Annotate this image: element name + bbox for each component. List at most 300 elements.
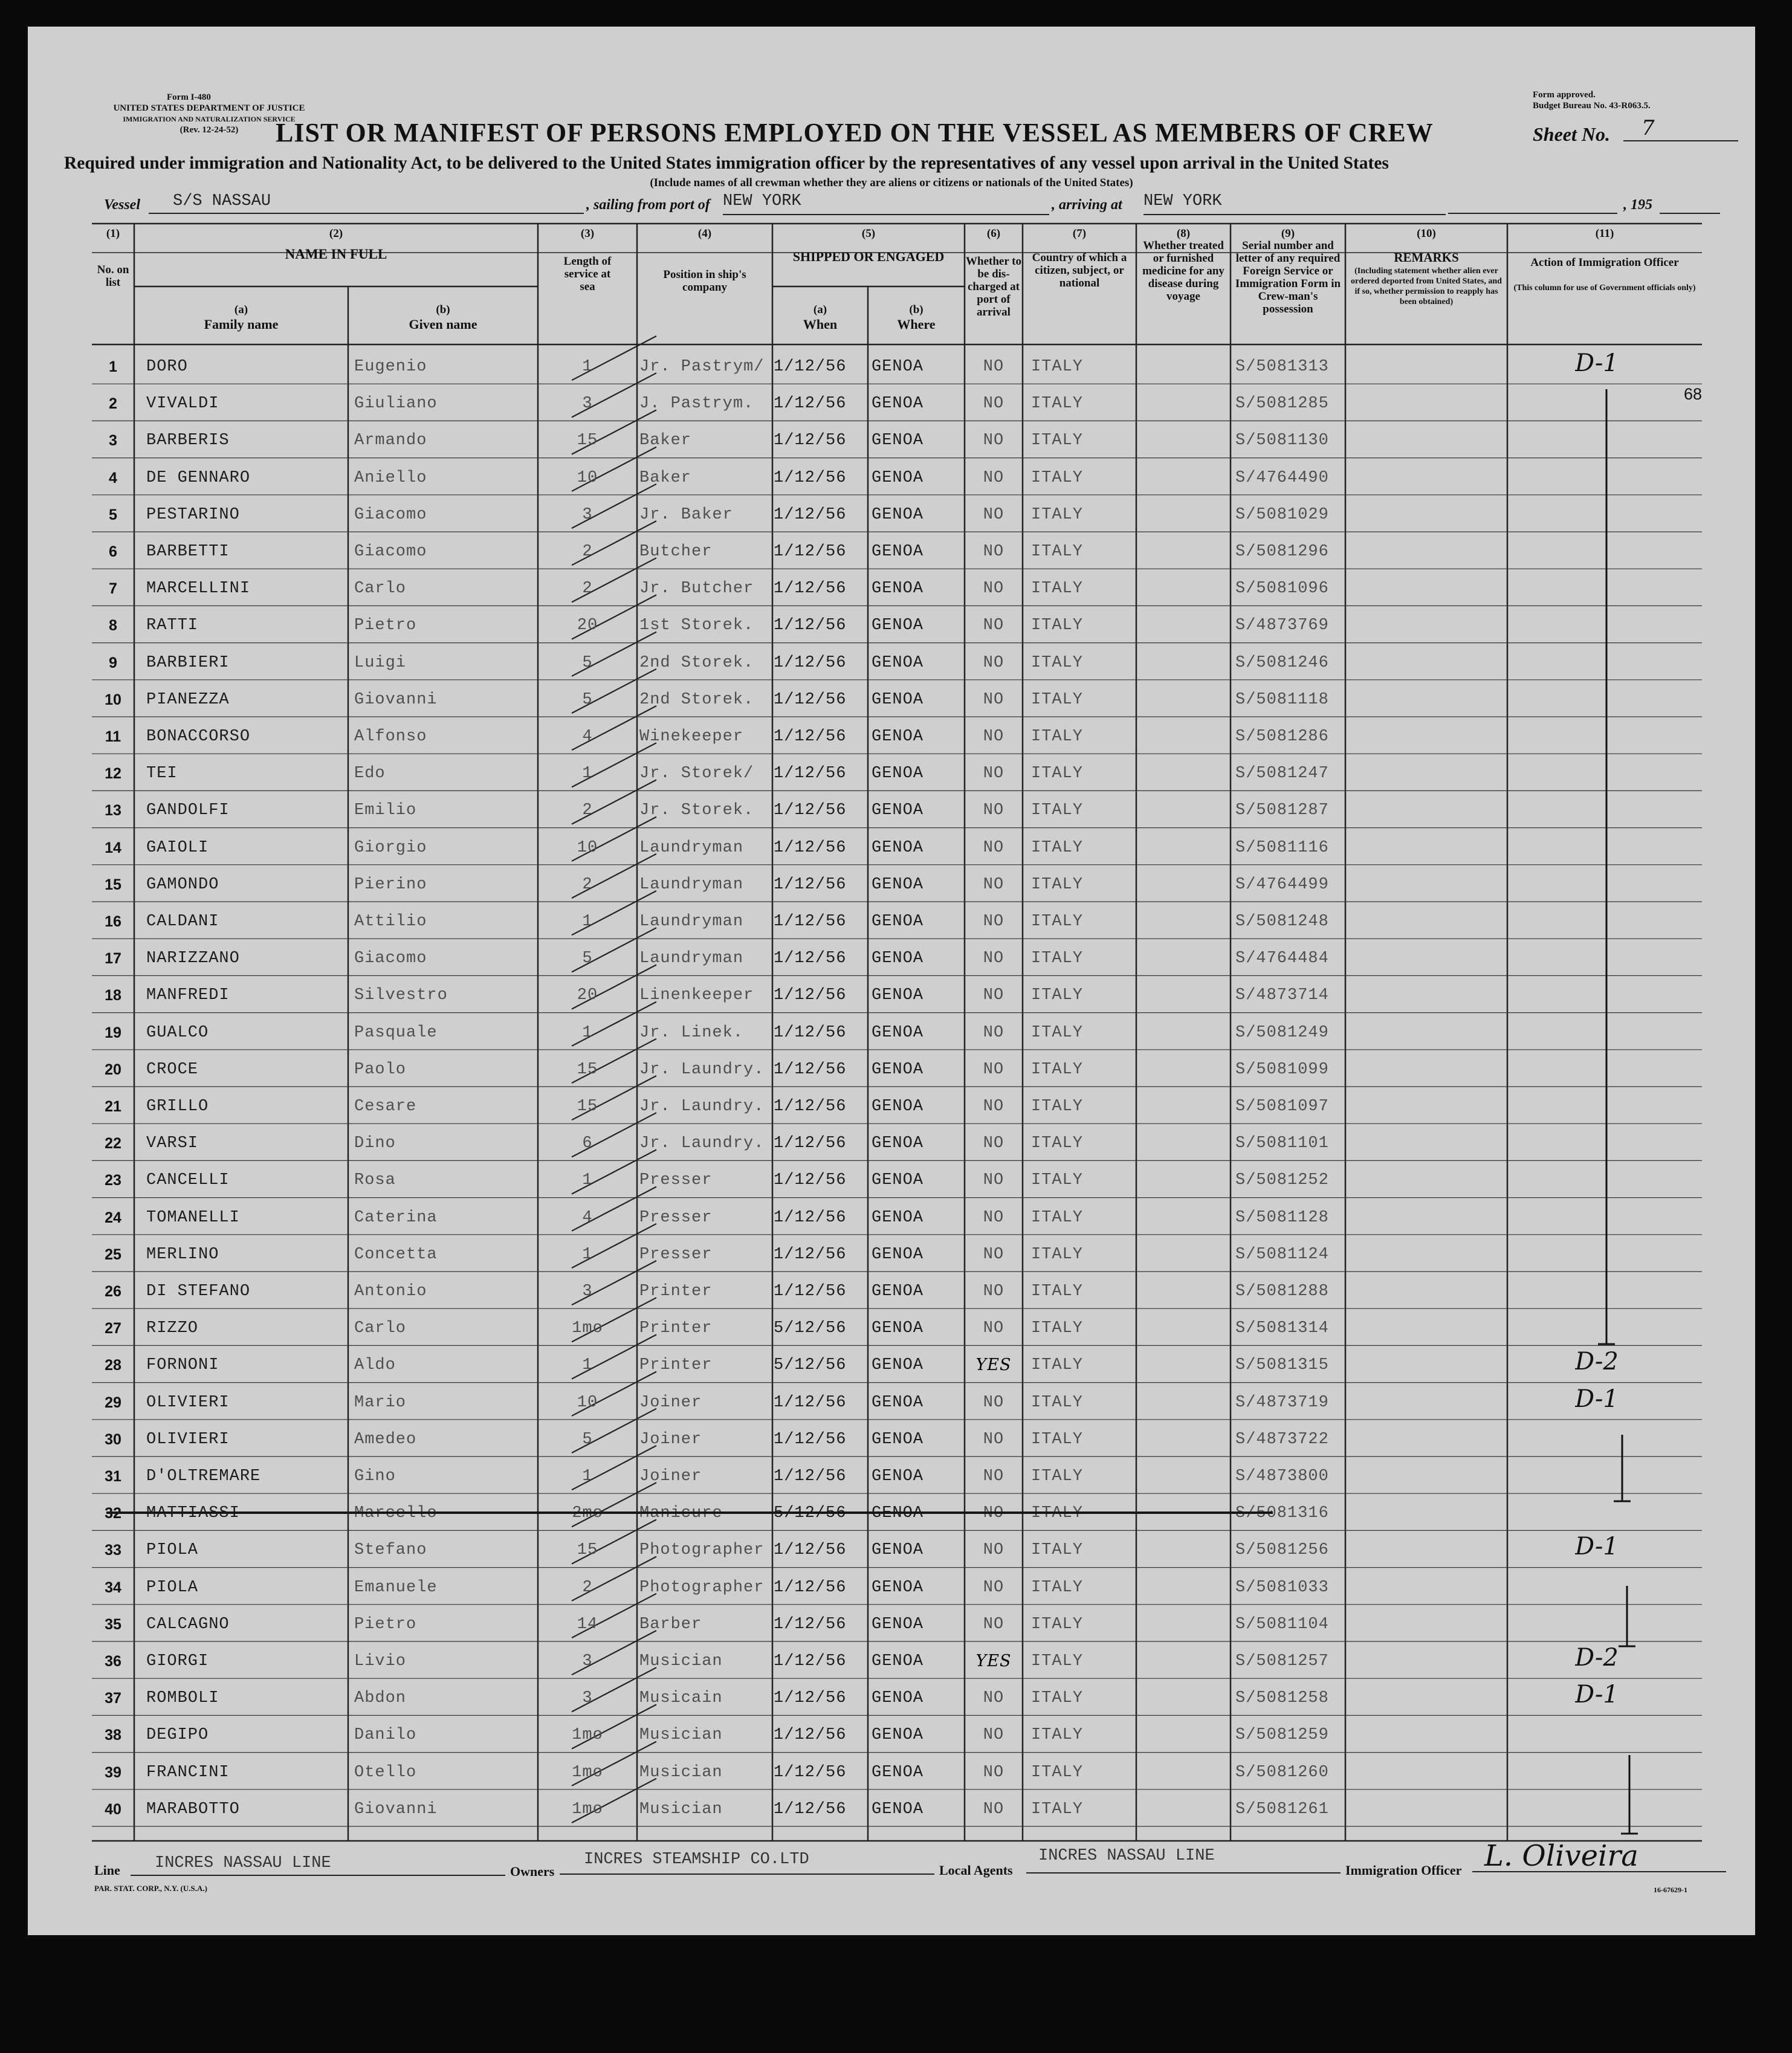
cell-family: CALCAGNO (146, 1615, 230, 1634)
cell-length: 1mo (572, 1763, 603, 1782)
line-value: INCRES NASSAU LINE (131, 1854, 505, 1876)
cell-family: GANDOLFI (146, 801, 230, 820)
cell-position: Musicain (639, 1689, 723, 1708)
cell-position: Joiner (639, 1430, 702, 1449)
cell-serial: S/4873769 (1235, 616, 1329, 635)
cell-given: Dino (354, 1134, 396, 1153)
cell-where: GENOA (872, 616, 924, 635)
cell-country: ITALY (1031, 358, 1084, 376)
cell-where: GENOA (872, 875, 924, 894)
sheet-label: Sheet No. (1533, 123, 1610, 145)
cell-action: D-1 (1575, 1385, 1619, 1413)
cell-discharge: NO (983, 1134, 1004, 1153)
cell-no: 19 (105, 1024, 121, 1041)
cell-length: 2 (582, 1578, 593, 1597)
cell-family: PIANEZZA (146, 690, 230, 709)
cell-family: MERLINO (146, 1245, 219, 1264)
cell-action (1575, 978, 1696, 1006)
cell-action (1575, 1311, 1696, 1339)
cell-discharge: NO (983, 580, 1004, 598)
cell-length: 3 (582, 505, 593, 524)
cell-action (1575, 1089, 1696, 1117)
cell-where: GENOA (872, 986, 924, 1005)
cell-where: GENOA (872, 913, 924, 931)
cell-where: GENOA (872, 1504, 924, 1523)
cell-serial: S/5081104 (1235, 1615, 1329, 1634)
cell-length: 15 (577, 1060, 598, 1079)
cell-country: ITALY (1031, 1652, 1084, 1670)
cell-country: ITALY (1031, 1800, 1084, 1819)
cell-position: Joiner (639, 1467, 702, 1486)
cell-position: Winekeeper (639, 728, 744, 746)
cell-where: GENOA (872, 1245, 924, 1264)
cell-discharge: NO (983, 395, 1004, 413)
sheet-number: 7 (1623, 116, 1738, 141)
form-code: 16-67629-1 (1654, 1886, 1687, 1894)
table-row (28, 1013, 1755, 1050)
cell-discharge: NO (983, 1541, 1004, 1560)
cell-length: 2mo (572, 1504, 603, 1523)
cell-serial: S/5081260 (1235, 1763, 1329, 1782)
cell-given: Pietro (354, 1615, 417, 1634)
cell-country: ITALY (1031, 1726, 1084, 1745)
cell-no: 22 (105, 1135, 121, 1153)
cell-length: 2 (582, 801, 593, 820)
arriving-label: , arriving at (1052, 197, 1122, 213)
cell-no: 30 (105, 1431, 121, 1448)
cell-given: Gino (354, 1467, 396, 1486)
table-row (28, 495, 1755, 532)
col10-note: (Including statement whether alien ever ordered deported from United States, and if so, whether permission to reapply has been obtained) (1351, 267, 1502, 306)
budget-bureau: Budget Bureau No. 43-R063.5. (1533, 101, 1651, 111)
cell-family: BARBETTI (146, 543, 230, 561)
arriving-port: NEW YORK (1143, 192, 1446, 215)
cell-action (1575, 1792, 1696, 1820)
cell-given: Pierino (354, 875, 427, 894)
cell-country: ITALY (1031, 1134, 1084, 1153)
cell-serial: S/5081259 (1235, 1726, 1329, 1745)
cell-action (1575, 534, 1696, 562)
col11-num: (11) (1595, 227, 1614, 240)
cell-where: GENOA (872, 543, 924, 561)
cell-country: ITALY (1031, 505, 1084, 524)
cell-given: Stefano (354, 1541, 427, 1560)
cell-when: 1/12/56 (774, 1430, 847, 1449)
cell-when: 1/12/56 (774, 1763, 847, 1782)
cell-where: GENOA (872, 1541, 924, 1560)
cell-position: Butcher (639, 543, 713, 561)
cell-family: RIZZO (146, 1319, 199, 1338)
cell-action: D-1 (1575, 1533, 1619, 1561)
cell-no: 40 (105, 1800, 121, 1818)
cell-action (1575, 756, 1696, 784)
table-row (28, 1678, 1755, 1715)
col2b-header: Given name (409, 317, 477, 332)
cell-length: 1mo (572, 1726, 603, 1745)
cell-serial: S/5081313 (1235, 358, 1329, 376)
cell-where: GENOA (872, 1282, 924, 1301)
cell-no: 36 (105, 1653, 121, 1670)
cell-country: ITALY (1031, 1763, 1084, 1782)
cell-serial: S/5081099 (1235, 1060, 1329, 1079)
col6-num: (6) (986, 227, 1001, 240)
cell-serial: S/5081288 (1235, 1282, 1329, 1301)
cell-position: Jr. Pastrym/ (639, 358, 765, 376)
cell-action (1575, 904, 1696, 932)
cell-given: Rosa (354, 1171, 396, 1190)
cell-length: 1 (582, 1245, 593, 1264)
cell-family: MARCELLINI (146, 580, 251, 598)
cell-length: 5 (582, 1430, 593, 1449)
cell-when: 1/12/56 (774, 543, 847, 561)
table-row (28, 1345, 1755, 1382)
cell-where: GENOA (872, 468, 924, 487)
cell-discharge: NO (983, 1393, 1004, 1412)
cell-length: 5 (582, 690, 593, 709)
cell-given: Silvestro (354, 986, 448, 1005)
cell-no: 11 (105, 728, 121, 745)
table-row (28, 754, 1755, 790)
cell-given: Antonio (354, 1282, 427, 1301)
cell-length: 1 (582, 765, 593, 783)
cell-country: ITALY (1031, 543, 1084, 561)
cell-position: Baker (639, 468, 692, 487)
cell-action (1575, 497, 1696, 525)
cell-action (1575, 1718, 1696, 1745)
cell-action (1575, 461, 1696, 488)
cell-action (1575, 1459, 1696, 1487)
cell-when: 1/12/56 (774, 838, 847, 857)
cell-action (1575, 1422, 1696, 1450)
owners-label: Owners (510, 1864, 555, 1879)
cell-serial: S/5081285 (1235, 395, 1329, 413)
cell-length: 1 (582, 1467, 593, 1486)
cell-action (1575, 1237, 1696, 1265)
cell-given: Armando (354, 432, 427, 450)
cell-action (1575, 1126, 1696, 1154)
cell-discharge: NO (983, 913, 1004, 931)
agents-value: INCRES NASSAU LINE (1026, 1847, 1341, 1874)
cell-family: RATTI (146, 616, 199, 635)
col5-num: (5) (861, 227, 876, 240)
col8-num: (8) (1176, 227, 1191, 240)
cell-country: ITALY (1031, 801, 1084, 820)
cell-given: Livio (354, 1652, 407, 1670)
cell-when: 1/12/56 (774, 875, 847, 894)
cell-action (1575, 423, 1696, 451)
cell-given: Giovanni (354, 690, 438, 709)
cell-discharge: NO (983, 1689, 1004, 1708)
table-row (28, 1308, 1755, 1345)
cell-action (1575, 571, 1696, 599)
cell-length: 3 (582, 1689, 593, 1708)
cell-given: Emanuele (354, 1578, 438, 1597)
cell-discharge: NO (983, 728, 1004, 746)
cell-position: Laundryman (639, 838, 744, 857)
cell-given: Giacomo (354, 505, 427, 524)
cell-serial: S/4873800 (1235, 1467, 1329, 1486)
cell-position: Printer (639, 1319, 713, 1338)
cell-given: Alfonso (354, 728, 427, 746)
cell-position: Baker (639, 432, 692, 450)
cell-country: ITALY (1031, 468, 1084, 487)
cell-no: 17 (105, 950, 121, 968)
cell-action (1575, 1607, 1696, 1635)
cell-where: GENOA (872, 1763, 924, 1782)
cell-position: Presser (639, 1208, 713, 1227)
table-row (28, 1198, 1755, 1235)
col5b-header: Where (897, 317, 936, 332)
cell-when: 1/12/56 (774, 1282, 847, 1301)
table-row (28, 1420, 1755, 1456)
cell-country: ITALY (1031, 1282, 1084, 1301)
printer-imprint: PAR. STAT. CORP., N.Y. (U.S.A.) (94, 1884, 207, 1893)
cell-no: 39 (105, 1764, 121, 1781)
cell-where: GENOA (872, 801, 924, 820)
cell-action: 68 (1684, 385, 1703, 404)
col9-header: Serial number and letter of any required Foreign Service or Immigration Form in Crew-man's possession (1235, 239, 1341, 315)
cell-no: 29 (105, 1394, 121, 1411)
cell-discharge: NO (983, 1615, 1004, 1634)
cell-position: 2nd Storek. (639, 690, 754, 709)
cell-where: GENOA (872, 1726, 924, 1745)
cell-serial: S/5081029 (1235, 505, 1329, 524)
col5b-num: (b) (909, 303, 923, 316)
cell-family: ROMBOLI (146, 1689, 219, 1708)
cell-discharge: NO (983, 986, 1004, 1005)
cell-family: TEI (146, 765, 178, 783)
table-row (28, 902, 1755, 939)
cell-no: 34 (105, 1579, 121, 1596)
cell-length: 15 (577, 1098, 598, 1116)
cell-discharge: NO (983, 358, 1004, 376)
owners-value: INCRES STEAMSHIP CO.LTD (560, 1851, 934, 1875)
cell-when: 1/12/56 (774, 1726, 847, 1745)
cell-family: DI STEFANO (146, 1282, 251, 1301)
col4-num: (4) (697, 227, 712, 240)
cell-given: Otello (354, 1763, 417, 1782)
table-row (28, 939, 1755, 975)
col11-header: Action of Immigration Officer (1530, 256, 1679, 269)
cell-position: Jr. Linek. (639, 1023, 744, 1042)
cell-position: Printer (639, 1356, 713, 1375)
cell-discharge: NO (983, 1578, 1004, 1597)
cell-serial: S/5081124 (1235, 1245, 1329, 1264)
cell-serial: S/4764490 (1235, 468, 1329, 487)
cell-where: GENOA (872, 1393, 924, 1412)
table-row (28, 975, 1755, 1012)
cell-when: 1/12/56 (774, 949, 847, 968)
cell-when: 1/12/56 (774, 801, 847, 820)
cell-position: 1st Storek. (639, 616, 754, 635)
cell-country: ITALY (1031, 1615, 1084, 1634)
cell-where: GENOA (872, 1652, 924, 1670)
form-approved: Form approved. (1533, 90, 1596, 100)
cell-length: 20 (577, 616, 598, 635)
cell-when: 1/12/56 (774, 1393, 847, 1412)
vessel-name: S/S NASSAU (149, 192, 584, 214)
cell-country: ITALY (1031, 949, 1084, 968)
cell-discharge: NO (983, 1098, 1004, 1116)
cell-family: GAMONDO (146, 875, 219, 894)
cell-serial: S/5081096 (1235, 580, 1329, 598)
cell-where: GENOA (872, 1578, 924, 1597)
col11-note: (This column for use of Government officials only) (1513, 283, 1696, 293)
cell-family: MATTIASSI (146, 1504, 240, 1523)
table-row (28, 1530, 1755, 1567)
cell-country: ITALY (1031, 1098, 1084, 1116)
cell-when: 1/12/56 (774, 728, 847, 746)
col2-num: (2) (329, 227, 343, 240)
cell-when: 1/12/56 (774, 616, 847, 635)
cell-family: DEGIPO (146, 1726, 209, 1745)
cell-length: 2 (582, 543, 593, 561)
table-row (28, 1123, 1755, 1160)
cell-no: 16 (105, 913, 121, 930)
cell-given: Marcello (354, 1504, 438, 1523)
cell-action: D-1 (1575, 349, 1619, 377)
cell-family: DE GENNARO (146, 468, 251, 487)
table-row (28, 1087, 1755, 1123)
cell-given: Aldo (354, 1356, 396, 1375)
cell-country: ITALY (1031, 1541, 1084, 1560)
table-row (28, 347, 1755, 384)
cell-position: Jr. Butcher (639, 580, 754, 598)
form-service: IMMIGRATION AND NATURALIZATION SERVICE (123, 115, 296, 123)
cell-given: Pietro (354, 616, 417, 635)
cell-serial: S/4764499 (1235, 875, 1329, 894)
cell-length: 3 (582, 395, 593, 413)
cell-serial: S/4764484 (1235, 949, 1329, 968)
cell-serial: S/5081296 (1235, 543, 1329, 561)
manifest-sheet (28, 27, 1755, 1935)
cell-serial: S/4873722 (1235, 1430, 1329, 1449)
cell-no: 23 (105, 1172, 121, 1189)
cell-position: Linenkeeper (639, 986, 754, 1005)
table-row (28, 717, 1755, 754)
cell-length: 5 (582, 653, 593, 672)
cell-family: D'OLTREMARE (146, 1467, 261, 1486)
col10-header: REMARKS (1394, 250, 1459, 265)
cell-action (1575, 1163, 1696, 1191)
cell-length: 10 (577, 838, 598, 857)
cell-country: ITALY (1031, 395, 1084, 413)
table-row (28, 1715, 1755, 1752)
cell-serial: S/5081128 (1235, 1208, 1329, 1227)
cell-position: Printer (639, 1282, 713, 1301)
cell-given: Abdon (354, 1689, 407, 1708)
cell-length: 2 (582, 875, 593, 894)
col2a-header: Family name (204, 317, 279, 332)
cell-when: 1/12/56 (774, 1023, 847, 1042)
cell-discharge: NO (983, 1023, 1004, 1042)
cell-where: GENOA (872, 728, 924, 746)
cell-discharge: NO (983, 1171, 1004, 1190)
cell-family: CANCELLI (146, 1171, 230, 1190)
col8-header: Whether treated or furnished medicine for any disease during voyage (1142, 239, 1224, 303)
cell-given: Eugenio (354, 358, 427, 376)
cell-when: 1/12/56 (774, 432, 847, 450)
cell-no: 26 (105, 1283, 121, 1300)
cell-serial: S/5081116 (1235, 838, 1329, 857)
cell-when: 1/12/56 (774, 580, 847, 598)
cell-discharge: NO (983, 765, 1004, 783)
cell-position: Musician (639, 1652, 723, 1670)
cell-given: Mario (354, 1393, 407, 1412)
table-row (28, 1493, 1755, 1530)
cell-action (1575, 1015, 1696, 1043)
cell-serial: S/5081248 (1235, 913, 1329, 931)
cell-length: 1mo (572, 1800, 603, 1819)
cell-country: ITALY (1031, 616, 1084, 635)
cell-position: 2nd Storek. (639, 653, 754, 672)
cell-action: D-1 (1575, 1681, 1619, 1709)
table-row (28, 1605, 1755, 1641)
cell-given: Giorgio (354, 838, 427, 857)
cell-discharge: NO (983, 616, 1004, 635)
cell-country: ITALY (1031, 1393, 1084, 1412)
sailing-port: NEW YORK (723, 192, 1049, 215)
cell-action (1575, 608, 1696, 636)
cell-where: GENOA (872, 765, 924, 783)
cell-when: 1/12/56 (774, 1208, 847, 1227)
col10-num: (10) (1417, 227, 1436, 240)
cell-length: 1 (582, 1023, 593, 1042)
table-row (28, 1753, 1755, 1790)
cell-length: 2 (582, 580, 593, 598)
cell-country: ITALY (1031, 1171, 1084, 1190)
col5a-header: When (803, 317, 838, 332)
cell-length: 5 (582, 949, 593, 968)
cell-position: Jr. Laundry. (639, 1060, 765, 1079)
cell-discharge: YES (975, 1356, 1012, 1375)
officer-label: Immigration Officer (1345, 1863, 1462, 1878)
cell-country: ITALY (1031, 765, 1084, 783)
cell-given: Paolo (354, 1060, 407, 1079)
cell-given: Carlo (354, 1319, 407, 1338)
cell-country: ITALY (1031, 913, 1084, 931)
cell-position: Jr. Laundry. (639, 1134, 765, 1153)
cell-family: VIVALDI (146, 395, 219, 413)
col1-header: No. on list (97, 263, 129, 289)
cell-serial: S/5081316 (1235, 1504, 1329, 1523)
cell-action: D-2 (1575, 1644, 1619, 1672)
cell-discharge: NO (983, 1763, 1004, 1782)
table-row (28, 643, 1755, 680)
cell-discharge: NO (983, 1282, 1004, 1301)
line-label: Line (94, 1863, 120, 1878)
cell-length: 20 (577, 986, 598, 1005)
form-subtitle: Required under immigration and Nationality Act, to be delivered to the United States immigration officer by the representatives of any vessel upon arrival in the United States (64, 154, 1389, 173)
cell-position: Musician (639, 1763, 723, 1782)
include-note: (Include names of all crewman whether they are aliens or citizens or nationals of the United States) (650, 176, 1133, 189)
cell-discharge: NO (983, 1800, 1004, 1819)
cell-no: 37 (105, 1690, 121, 1707)
cell-length: 1 (582, 1356, 593, 1375)
cell-discharge: NO (983, 690, 1004, 709)
form-revision: (Rev. 12-24-52) (180, 125, 239, 135)
cell-no: 25 (105, 1246, 121, 1263)
cell-country: ITALY (1031, 1060, 1084, 1079)
strikethrough-line (106, 1511, 1273, 1514)
cell-discharge: NO (983, 543, 1004, 561)
cell-family: BONACCORSO (146, 728, 251, 746)
cell-serial: S/5081314 (1235, 1319, 1329, 1338)
cell-country: ITALY (1031, 653, 1084, 672)
cell-position: Jr. Storek. (639, 801, 754, 820)
cell-length: 3 (582, 1282, 593, 1301)
cell-where: GENOA (872, 1023, 924, 1042)
